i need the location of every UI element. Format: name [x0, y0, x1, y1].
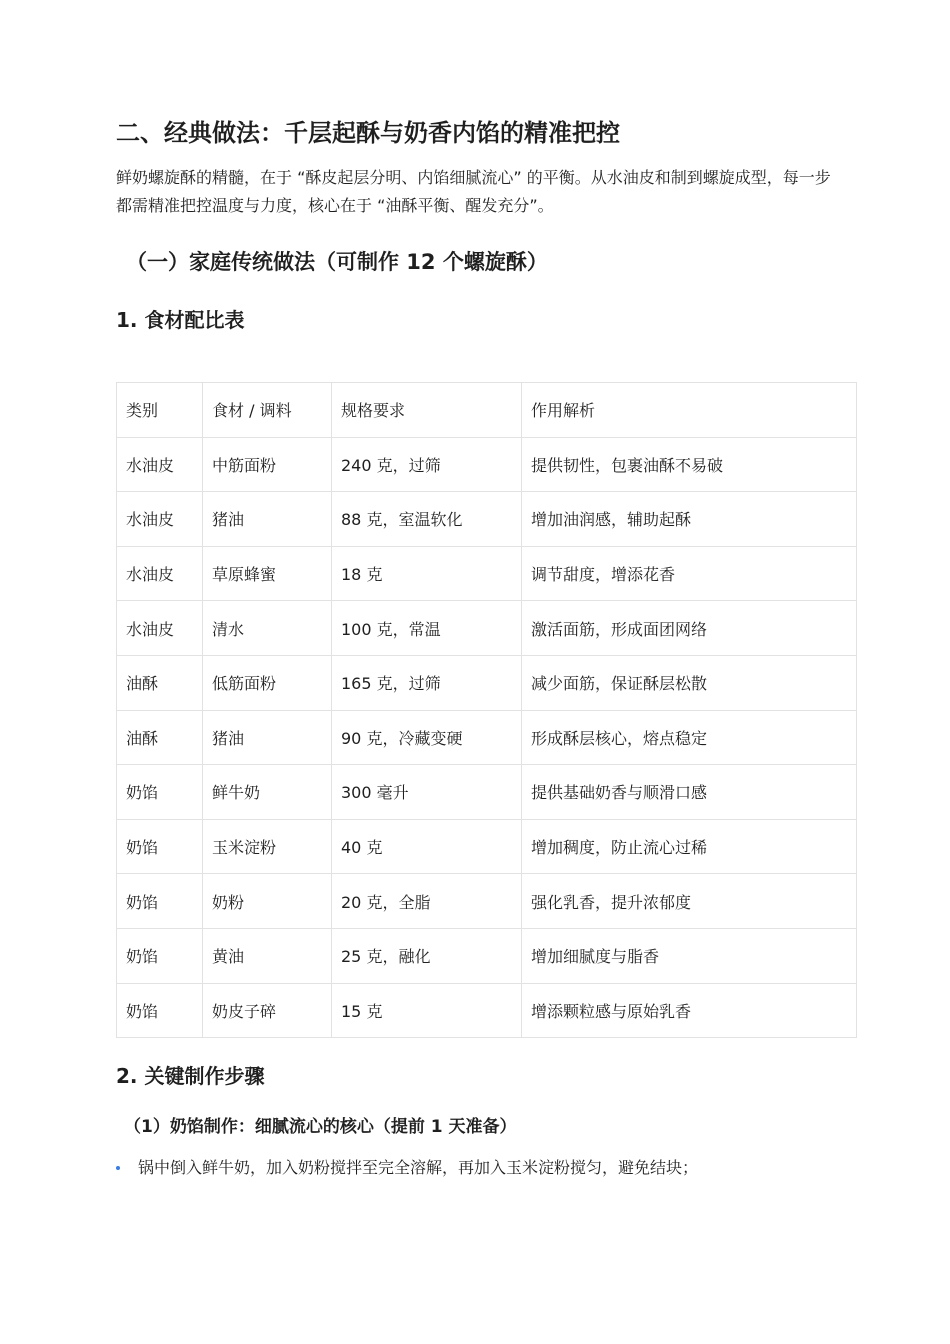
- cell-purpose: 调节甜度，增添花香: [522, 546, 857, 601]
- cell-spec: 20 克，全脂: [332, 874, 522, 929]
- column-header-purpose: 作用解析: [522, 383, 857, 438]
- cell-spec: 165 克，过筛: [332, 655, 522, 710]
- table-row: [117, 492, 857, 547]
- table-row: [117, 655, 857, 710]
- table-header-row: [117, 383, 857, 438]
- cell-ingredient: 低筋面粉: [203, 655, 332, 710]
- cell-spec: 100 克，常温: [332, 601, 522, 656]
- section-intro: 鲜奶螺旋酥的精髓，在于 “酥皮起层分明、内馅细腻流心” 的平衡。从水油皮和制到螺旋成型，每一步都需精准把控温度与力度，核心在于 “油酥平衡、醒发充分”。: [116, 168, 831, 215]
- cell-spec: 240 克，过筛: [332, 437, 522, 492]
- ingredients-table: [116, 382, 857, 1038]
- cell-purpose: 提供韧性，包裹油酥不易破: [522, 437, 857, 492]
- column-header-category: 类别: [117, 383, 203, 438]
- column-header-ingredient: 食材 / 调料: [203, 383, 332, 438]
- cell-category: 水油皮: [117, 601, 203, 656]
- cell-spec: 300 毫升: [332, 765, 522, 820]
- table-row: [117, 710, 857, 765]
- cell-purpose: 形成酥层核心，熔点稳定: [522, 710, 857, 765]
- cell-category: 油酥: [117, 655, 203, 710]
- cell-purpose: 增加细腻度与脂香: [522, 928, 857, 983]
- bullet-dot-icon: [116, 1166, 120, 1170]
- cell-category: 奶馅: [117, 765, 203, 820]
- cell-ingredient: 奶皮子碎: [203, 983, 332, 1038]
- list-item-text: 锅中倒入鲜牛奶，加入奶粉搅拌至完全溶解，再加入玉米淀粉搅匀，避免结块；: [138, 1158, 699, 1177]
- column-header-spec: 规格要求: [332, 383, 522, 438]
- cell-spec: 18 克: [332, 546, 522, 601]
- cell-ingredient: 草原蜂蜜: [203, 546, 332, 601]
- subsection-title: （一）家庭传统做法（可制作 12 个螺旋酥）: [126, 250, 548, 274]
- ingredients-heading: 1. 食材配比表: [116, 308, 245, 332]
- cell-ingredient: 中筋面粉: [203, 437, 332, 492]
- cell-ingredient: 鲜牛奶: [203, 765, 332, 820]
- cell-category: 奶馅: [117, 928, 203, 983]
- cell-ingredient: 玉米淀粉: [203, 819, 332, 874]
- cell-spec: 40 克: [332, 819, 522, 874]
- cell-ingredient: 黄油: [203, 928, 332, 983]
- cell-ingredient: 猪油: [203, 492, 332, 547]
- cell-ingredient: 奶粉: [203, 874, 332, 929]
- steps-heading: 2. 关键制作步骤: [116, 1064, 265, 1088]
- table-body: [117, 437, 857, 1038]
- cell-category: 奶馅: [117, 819, 203, 874]
- table-row: [117, 546, 857, 601]
- cell-category: 油酥: [117, 710, 203, 765]
- cell-spec: 90 克，冷藏变硬: [332, 710, 522, 765]
- cell-purpose: 提供基础奶香与顺滑口感: [522, 765, 857, 820]
- cell-category: 奶馅: [117, 983, 203, 1038]
- cell-purpose: 激活面筋，形成面团网络: [522, 601, 857, 656]
- cell-category: 水油皮: [117, 437, 203, 492]
- cell-ingredient: 清水: [203, 601, 332, 656]
- table-row: [117, 601, 857, 656]
- cell-ingredient: 猪油: [203, 710, 332, 765]
- cell-category: 奶馅: [117, 874, 203, 929]
- cell-purpose: 增加油润感，辅助起酥: [522, 492, 857, 547]
- cell-purpose: 增添颗粒感与原始乳香: [522, 983, 857, 1038]
- table-row: [117, 983, 857, 1038]
- table-row: [117, 874, 857, 929]
- table-row: [117, 437, 857, 492]
- table-row: [117, 819, 857, 874]
- table-row: [117, 765, 857, 820]
- table-row: [117, 928, 857, 983]
- cell-purpose: 增加稠度，防止流心过稀: [522, 819, 857, 874]
- cell-spec: 25 克，融化: [332, 928, 522, 983]
- steps-sub-heading: （1）奶馅制作：细腻流心的核心（提前 1 天准备）: [124, 1117, 517, 1137]
- cell-category: 水油皮: [117, 546, 203, 601]
- cell-purpose: 减少面筋，保证酥层松散: [522, 655, 857, 710]
- cell-spec: 15 克: [332, 983, 522, 1038]
- cell-purpose: 强化乳香，提升浓郁度: [522, 874, 857, 929]
- cell-spec: 88 克，室温软化: [332, 492, 522, 547]
- cell-category: 水油皮: [117, 492, 203, 547]
- section-title: 二、经典做法：千层起酥与奶香内馅的精准把控: [116, 119, 620, 147]
